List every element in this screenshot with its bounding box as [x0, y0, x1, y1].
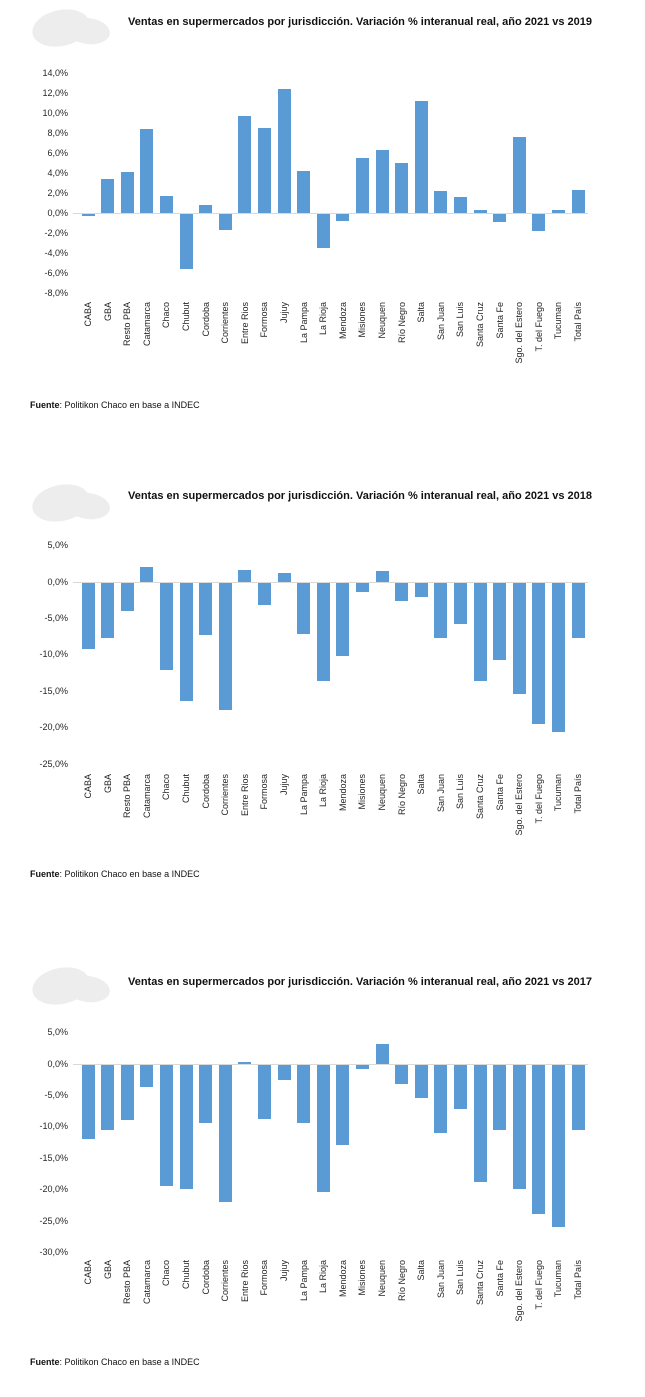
- x-axis-category-label: Corrientes: [220, 774, 231, 816]
- x-axis-category-label: Resto PBA: [122, 1260, 133, 1305]
- x-axis-category-label: Santa Fe: [494, 774, 505, 811]
- x-axis-category-label: Misiones: [357, 302, 368, 338]
- x-axis-category-label: Chaco: [161, 302, 172, 329]
- y-axis-tick-label: -4,0%: [44, 247, 68, 258]
- y-axis-tick-label: 5,0%: [47, 540, 68, 551]
- source-note: [30, 400, 200, 410]
- bar-san-luis: [454, 583, 467, 624]
- y-axis-tick-label: -8,0%: [44, 287, 68, 298]
- bar-chaco: [160, 583, 173, 670]
- bar-tucuman: [552, 210, 565, 213]
- x-axis-category-label: Salta: [416, 302, 427, 323]
- x-axis-category-label: Jujuy: [279, 302, 289, 324]
- x-axis-category-label: GBA: [102, 774, 113, 794]
- x-axis-category-label: Chaco: [161, 1260, 172, 1287]
- bar-chaco: [160, 1065, 173, 1186]
- x-axis-category-label: La Pampa: [298, 302, 309, 344]
- x-axis-category-label: T. del Fuego: [533, 1260, 544, 1310]
- bar-r-o-negro: [395, 163, 408, 213]
- bar-gba: [101, 583, 114, 638]
- x-axis-category-label: Cordoba: [200, 774, 211, 809]
- x-axis-category-label: Catamarca: [141, 774, 152, 819]
- y-axis-tick-label: -2,0%: [44, 227, 68, 238]
- bar-salta: [415, 583, 428, 597]
- x-axis-category-label: Formosa: [259, 774, 270, 810]
- x-axis-category-label: La Pampa: [298, 774, 309, 816]
- bar-gba: [101, 179, 114, 213]
- y-axis-tick-label: -25,0%: [39, 1215, 68, 1226]
- bar-la-rioja: [317, 1065, 330, 1192]
- bar-la-rioja: [317, 583, 330, 681]
- source-text: : Politikon Chaco en base a INDEC: [59, 869, 200, 879]
- bar-entre-rios: [238, 1062, 251, 1064]
- x-axis-category-label: CABA: [83, 302, 93, 327]
- bar-sgo-del-estero: [513, 1065, 526, 1189]
- x-axis-category-label: Total País: [573, 774, 583, 814]
- bar-chubut: [180, 1065, 193, 1189]
- bar-la-pampa: [297, 171, 310, 213]
- y-axis-tick-label: -20,0%: [39, 722, 68, 733]
- bar-santa-fe: [493, 1065, 506, 1130]
- x-axis-category-label: La Pampa: [298, 1260, 309, 1302]
- bar-mendoza: [336, 214, 349, 221]
- bar-chubut: [180, 214, 193, 269]
- x-axis-category-label: Catamarca: [141, 1260, 152, 1305]
- bar-caba: [82, 1065, 95, 1139]
- x-axis-category-label: Santa Fe: [494, 302, 505, 339]
- bar-formosa: [258, 583, 271, 605]
- chart-title: Ventas en supermercados por jurisdicción. Variación % interanual real, año 2021 vs 2019: [127, 16, 593, 28]
- bar-resto-pba: [121, 1065, 134, 1120]
- bar-san-luis: [454, 197, 467, 213]
- bar-la-pampa: [297, 583, 310, 634]
- bar-neuquen: [376, 571, 389, 582]
- y-axis-tick-label: 14,0%: [42, 67, 68, 78]
- bar-santa-cruz: [474, 210, 487, 213]
- x-axis-category-label: Catamarca: [141, 302, 152, 347]
- bar-santa-fe: [493, 583, 506, 660]
- y-axis-tick-label: 6,0%: [47, 147, 68, 158]
- x-axis-category-label: CABA: [83, 1260, 93, 1285]
- bar-la-rioja: [317, 214, 330, 248]
- source-note: [30, 869, 200, 879]
- x-axis-category-label: Corrientes: [220, 1260, 231, 1302]
- x-axis-category-label: Formosa: [259, 1260, 270, 1296]
- y-axis-tick-label: -10,0%: [39, 1121, 68, 1132]
- source-label: Fuente: [30, 400, 60, 410]
- bar-neuquen: [376, 1044, 389, 1064]
- x-axis-category-label: Misiones: [357, 1260, 368, 1296]
- bar-cordoba: [199, 205, 212, 213]
- bar-neuquen: [376, 150, 389, 213]
- x-axis-category-label: Salta: [416, 774, 427, 795]
- y-axis-tick-label: 10,0%: [42, 107, 68, 118]
- x-axis-category-label: San Juan: [435, 302, 446, 341]
- y-axis-tick-label: 5,0%: [47, 1027, 68, 1038]
- bar-tucuman: [552, 1065, 565, 1227]
- bar-chaco: [160, 196, 173, 213]
- bar-san-juan: [434, 191, 447, 213]
- bar-salta: [415, 1065, 428, 1098]
- bar-chubut: [180, 583, 193, 701]
- bar-cordoba: [199, 583, 212, 635]
- x-axis-category-label: Corrientes: [220, 302, 231, 344]
- x-axis-category-label: GBA: [102, 1260, 113, 1280]
- x-axis-category-label: Tucuman: [553, 774, 564, 812]
- y-axis-tick-label: 0,0%: [47, 207, 68, 218]
- x-axis-category-label: La Rioja: [318, 774, 329, 808]
- x-axis-category-label: Sgo. del Estero: [514, 1260, 525, 1322]
- bar-cordoba: [199, 1065, 212, 1123]
- bar-caba: [82, 583, 95, 649]
- x-axis-category-label: Jujuy: [279, 774, 289, 796]
- source-note: [30, 1357, 200, 1367]
- x-axis-category-label: T. del Fuego: [533, 302, 544, 352]
- x-axis-category-label: Tucuman: [553, 302, 564, 340]
- bar-misiones: [356, 158, 369, 213]
- bar-jujuy: [278, 573, 291, 582]
- x-axis-category-label: Chubut: [181, 1260, 191, 1290]
- x-axis-category-label: San Luis: [455, 302, 466, 338]
- x-axis-category-label: Entre Rios: [239, 302, 250, 345]
- bar-san-luis: [454, 1065, 467, 1109]
- bar-catamarca: [140, 129, 153, 213]
- x-axis-category-label: Río Negro: [396, 302, 407, 344]
- x-axis-category-label: Resto PBA: [122, 774, 133, 819]
- x-axis-category-label: La Rioja: [318, 302, 329, 336]
- bar-entre-rios: [238, 116, 251, 213]
- x-axis-category-label: San Juan: [435, 774, 446, 813]
- x-axis-category-label: La Rioja: [318, 1260, 329, 1294]
- y-axis-tick-label: 8,0%: [47, 127, 68, 138]
- bar-corrientes: [219, 1065, 232, 1202]
- x-axis-category-label: Neuquen: [377, 774, 387, 811]
- x-axis-category-label: Misiones: [357, 774, 368, 810]
- bar-r-o-negro: [395, 1065, 408, 1084]
- bar-total-pa-s: [572, 583, 585, 638]
- x-axis-category-label: Resto PBA: [122, 302, 133, 347]
- y-axis-tick-label: -5,0%: [44, 612, 68, 623]
- bar-entre-rios: [238, 570, 251, 582]
- bar-mendoza: [336, 1065, 349, 1145]
- bar-santa-cruz: [474, 1065, 487, 1182]
- y-axis-tick-label: -25,0%: [39, 758, 68, 769]
- bar-caba: [82, 214, 95, 216]
- x-axis-category-label: CABA: [83, 774, 93, 799]
- bar-tucuman: [552, 583, 565, 732]
- bar-san-juan: [434, 583, 447, 638]
- y-axis-tick-label: -15,0%: [39, 1152, 68, 1163]
- bar-formosa: [258, 1065, 271, 1119]
- x-axis-category-label: Chubut: [181, 302, 191, 332]
- x-axis-category-label: Tucuman: [553, 1260, 564, 1298]
- x-axis-category-label: Entre Rios: [239, 774, 250, 817]
- x-axis-category-label: Mendoza: [337, 1260, 348, 1298]
- x-axis-category-label: Río Negro: [396, 1260, 407, 1302]
- y-axis-tick-label: -5,0%: [44, 1089, 68, 1100]
- x-axis-category-label: Cordoba: [200, 302, 211, 337]
- bar-chart-plot: [0, 950, 645, 1397]
- bar-t-del-fuego: [532, 214, 545, 231]
- x-axis-category-label: San Juan: [435, 1260, 446, 1299]
- bar-misiones: [356, 1065, 369, 1069]
- x-axis-category-label: Chaco: [161, 774, 172, 801]
- x-axis-category-label: Salta: [416, 1260, 427, 1281]
- y-axis-tick-label: 0,0%: [47, 1058, 68, 1069]
- x-axis-category-label: GBA: [102, 302, 113, 322]
- bar-misiones: [356, 583, 369, 592]
- source-label: Fuente: [30, 1357, 60, 1367]
- x-axis-category-label: Sgo. del Estero: [514, 774, 525, 836]
- bar-t-del-fuego: [532, 583, 545, 724]
- bar-catamarca: [140, 567, 153, 582]
- y-axis-tick-label: -20,0%: [39, 1184, 68, 1195]
- bar-corrientes: [219, 214, 232, 230]
- y-axis-tick-label: -6,0%: [44, 267, 68, 278]
- x-axis-category-label: T. del Fuego: [533, 774, 544, 824]
- bar-gba: [101, 1065, 114, 1130]
- y-axis-tick-label: -10,0%: [39, 649, 68, 660]
- bar-t-del-fuego: [532, 1065, 545, 1214]
- x-axis-category-label: Mendoza: [337, 774, 348, 812]
- y-axis-tick-label: 4,0%: [47, 167, 68, 178]
- bar-chart-plot: [0, 0, 645, 465]
- x-axis-category-label: Entre Rios: [239, 1260, 250, 1303]
- bar-resto-pba: [121, 583, 134, 611]
- chart-title: Ventas en supermercados por jurisdicción. Variación % interanual real, año 2021 vs 2018: [127, 490, 593, 502]
- x-axis-category-label: San Luis: [455, 774, 466, 810]
- zero-axis-line: [73, 582, 588, 583]
- bar-santa-fe: [493, 214, 506, 222]
- chart-section-2021-vs-2017: [0, 950, 645, 1397]
- bar-la-pampa: [297, 1065, 310, 1123]
- y-axis-tick-label: 0,0%: [47, 576, 68, 587]
- bar-corrientes: [219, 583, 232, 710]
- bar-sgo-del-estero: [513, 583, 526, 694]
- bar-formosa: [258, 128, 271, 213]
- bar-catamarca: [140, 1065, 153, 1087]
- x-axis-category-label: Neuquen: [377, 302, 387, 339]
- x-axis-category-label: Sgo. del Estero: [514, 302, 525, 364]
- bar-santa-cruz: [474, 583, 487, 681]
- chart-title: Ventas en supermercados por jurisdicción. Variación % interanual real, año 2021 vs 2017: [127, 976, 593, 988]
- x-axis-category-label: Río Negro: [396, 774, 407, 816]
- x-axis-category-label: Chubut: [181, 774, 191, 804]
- bar-jujuy: [278, 1065, 291, 1080]
- x-axis-category-label: Santa Cruz: [475, 774, 485, 820]
- source-text: : Politikon Chaco en base a INDEC: [59, 1357, 200, 1367]
- bar-san-juan: [434, 1065, 447, 1133]
- x-axis-category-label: San Luis: [455, 1260, 466, 1296]
- x-axis-category-label: Neuquen: [377, 1260, 387, 1297]
- x-axis-category-label: Total País: [573, 302, 583, 342]
- chart-section-2021-vs-2019: [0, 0, 645, 465]
- bar-salta: [415, 101, 428, 213]
- x-axis-category-label: Jujuy: [279, 1260, 289, 1282]
- bar-r-o-negro: [395, 583, 408, 601]
- x-axis-category-label: Cordoba: [200, 1260, 211, 1295]
- y-axis-tick-label: 2,0%: [47, 187, 68, 198]
- bar-mendoza: [336, 583, 349, 656]
- bar-jujuy: [278, 89, 291, 213]
- x-axis-category-label: Santa Cruz: [475, 302, 485, 348]
- y-axis-tick-label: 12,0%: [42, 87, 68, 98]
- bar-resto-pba: [121, 172, 134, 213]
- y-axis-tick-label: -15,0%: [39, 685, 68, 696]
- x-axis-category-label: Mendoza: [337, 302, 348, 340]
- chart-section-2021-vs-2018: [0, 465, 645, 950]
- bar-total-pa-s: [572, 1065, 585, 1130]
- x-axis-category-label: Total País: [573, 1260, 583, 1300]
- zero-axis-line: [73, 213, 588, 214]
- y-axis-tick-label: -30,0%: [39, 1246, 68, 1257]
- source-text: : Politikon Chaco en base a INDEC: [59, 400, 200, 410]
- x-axis-category-label: Santa Cruz: [475, 1260, 485, 1306]
- x-axis-category-label: Santa Fe: [494, 1260, 505, 1297]
- source-label: Fuente: [30, 869, 60, 879]
- x-axis-category-label: Formosa: [259, 302, 270, 338]
- bar-total-pa-s: [572, 190, 585, 213]
- bar-sgo-del-estero: [513, 137, 526, 213]
